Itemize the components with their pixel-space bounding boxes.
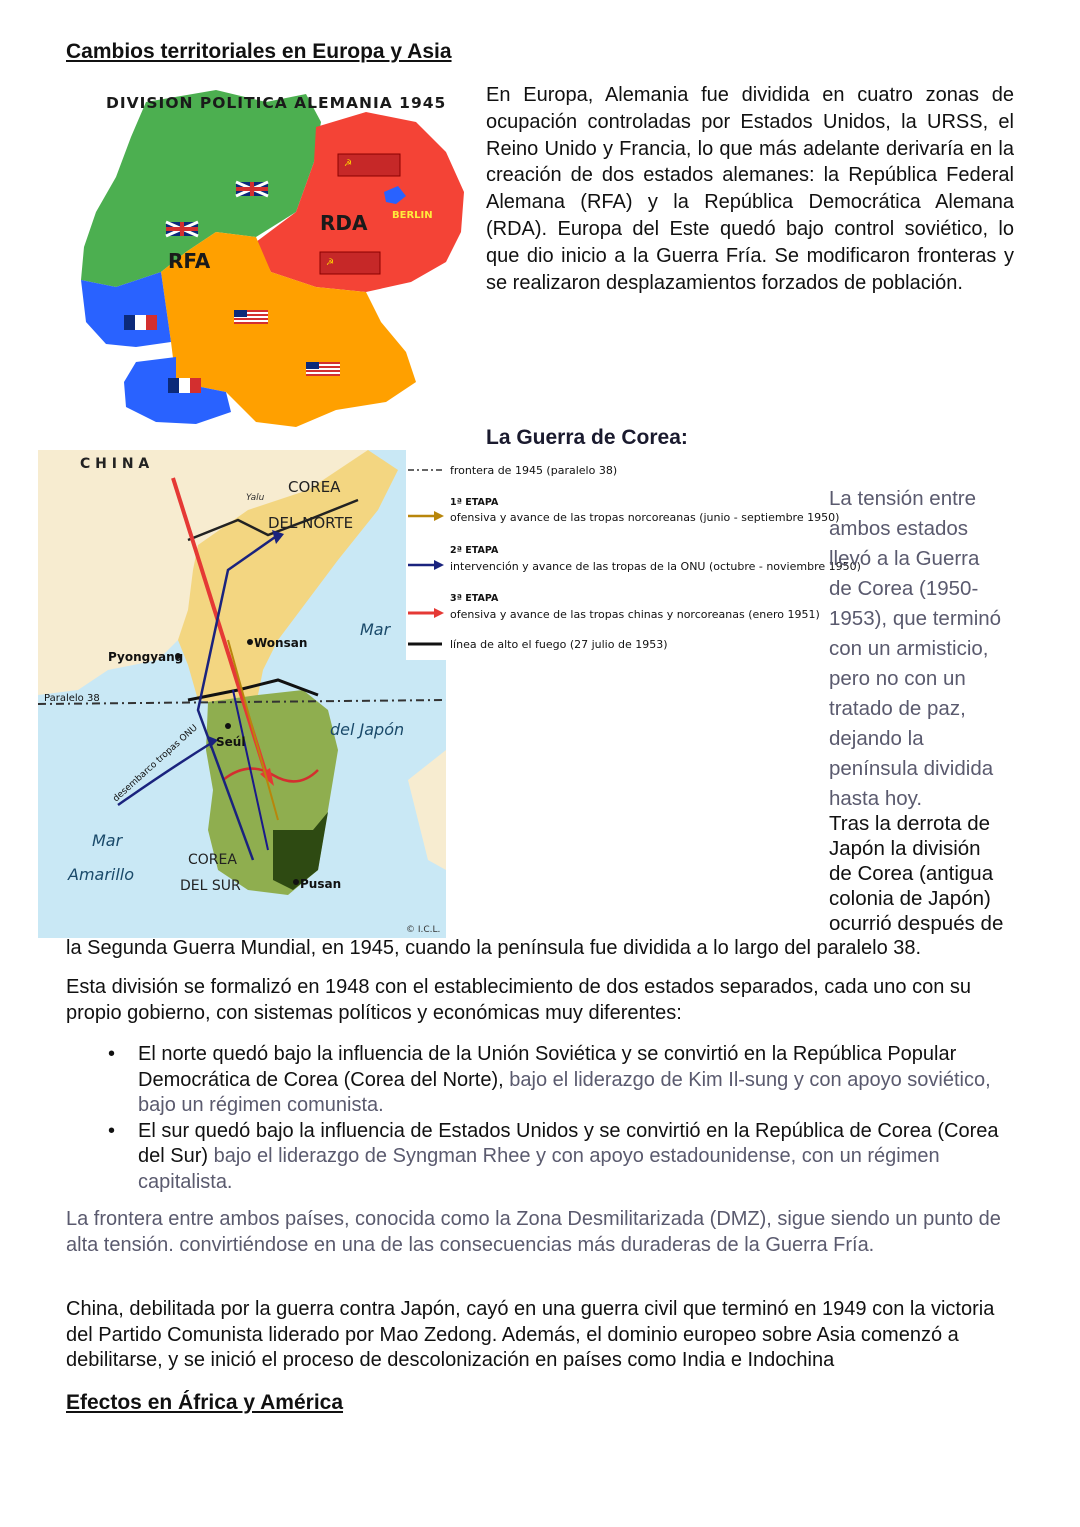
map-label-south-1: COREA [188, 852, 237, 868]
germany-paragraph: En Europa, Alemania fue dividida en cuatro zonas de ocupación controladas por Estados Unidos, la URSS, el Reino Unido y Francia, lo que más adelante derivaría en la creación de dos estados alemanes: la República Federal Alemana (RFA) y la República Democrática Alemana (RDA). Europa del Este quedó bajo control soviético, lo que dio inicio a la Guerra Fría. Se modificaron fronteras y se realizaron desplazamientos forzados de población. [486, 84, 1014, 294]
side-line: con un armisticio, [829, 637, 989, 660]
list-item [66, 1119, 1016, 1196]
map-label-south-2: DEL SUR [180, 878, 241, 894]
korea-side-text-gray [829, 484, 1029, 814]
map-label-mar-japon-1: Mar [360, 620, 391, 639]
uk-flag-icon [236, 182, 268, 196]
germany-map-title: DIVISION POLITICA ALEMANIA 1945 [106, 94, 447, 112]
ussr-flag-icon [338, 154, 400, 176]
side-line: Japón la división [829, 837, 981, 860]
side-line: La tensión entre [829, 487, 977, 510]
side-line: dejando la [829, 727, 924, 750]
china-paragraph: China, debilitada por la guerra contra Japón, cayó en una guerra civil que terminó en 1949 con la victoria del Partido Comunista liderado por Mao Zedong. Además, el dominio europeo sobre Asia comenzó a debilitarse, y se inició el proceso de descolonización en países como India e Indochina [66, 1298, 995, 1371]
legend-item-frontera: frontera de 1945 (paralelo 38) [450, 464, 618, 477]
dmz-paragraph: La frontera entre ambos países, conocida como la Zona Desmilitarizada (DMZ), sigue siendo un punto de alta tensión. convirtiéndose en una de las consecuencias más duraderas de la Guerra Fría. [66, 1208, 1001, 1256]
map-label-mar-amarillo-2: Amarillo [68, 865, 135, 884]
bullet-text-detail: bajo el liderazgo de Syngman Rhee y con apoyo estadounidense, con un régimen capitalista. [138, 1145, 940, 1193]
svg-text:☭: ☭ [344, 158, 353, 168]
bullet-text-main: El norte quedó bajo la influencia de la Unión Soviética y se convirtió en la República Popular Democrática de Corea (Corea del Norte), [138, 1043, 957, 1091]
korea-division-paragraph: Esta división se formalizó en 1948 con el establecimiento de dos estados separados, cada uno con su propio gobierno, con sistemas políticos y económicas muy diferentes: [66, 976, 971, 1024]
map-label-yalu: Yalu [246, 493, 265, 503]
legend-etapa-1-title: 1ª ETAPA [450, 497, 499, 508]
side-line: ocurrió después de [829, 912, 1004, 935]
side-line: colonia de Japón) [829, 887, 991, 910]
section-title-europa-asia: Cambios territoriales en Europa y Asia [66, 40, 452, 63]
label-berlin: BERLIN [392, 210, 433, 221]
france-flag-icon [168, 378, 201, 393]
legend-etapa-3-title: 3ª ETAPA [450, 593, 499, 604]
map-label-north-2: DEL NORTE [268, 514, 354, 532]
legend-etapa-3-text: ofensiva y avance de las tropas chinas y norcoreanas (enero 1951) [450, 608, 820, 621]
map-label-pusan: Pusan [300, 877, 342, 891]
side-line: de Corea (antigua [829, 862, 994, 885]
side-line: de Corea (1950- [829, 577, 979, 600]
legend-etapa-1-text: ofensiva y avance de las tropas norcoreanas (junio - septiembre 1950) [450, 511, 840, 524]
korea-map-legend [406, 450, 861, 660]
legend-item-alto-fuego: línea de alto el fuego (27 julio de 1953) [450, 638, 668, 651]
korea-bullet-list [66, 1042, 1016, 1195]
bullet-icon: • [108, 1043, 116, 1065]
germany-division-map [76, 82, 468, 432]
side-line: llevó a la Guerra [829, 547, 980, 570]
side-line: península dividida [829, 757, 994, 780]
bullet-text-main: El sur quedó bajo la influencia de Estados Unidos y se convirtió en la República de Corea (Corea del Sur) [138, 1119, 999, 1167]
svg-text:☭: ☭ [326, 257, 335, 267]
side-line: Tras la derrota de [829, 812, 991, 835]
map-label-paralelo: Paralelo 38 [44, 693, 100, 704]
map-label-mar-amarillo-1: Mar [92, 831, 123, 850]
map-label-desembarco: desembarco tropas ONU [111, 723, 200, 805]
uk-flag-icon [166, 222, 198, 236]
korea-continuation-text: la Segunda Guerra Mundial, en 1945, cuando la península fue dividida a lo largo del paralelo 38. [66, 937, 922, 959]
map-label-pyongyang: Pyongyang [108, 650, 184, 664]
list-item [66, 1042, 1016, 1119]
legend-etapa-2-text: intervención y avance de las tropas de la ONU (octubre - noviembre 1950) [450, 560, 861, 573]
legend-etapa-2-title: 2ª ETAPA [450, 545, 499, 556]
label-rda: RDA [320, 211, 368, 235]
side-line: tratado de paz, [829, 697, 966, 720]
bullet-icon: • [108, 1119, 116, 1142]
korea-subtitle: La Guerra de Corea: [486, 426, 688, 449]
france-flag-icon [124, 315, 157, 330]
map-credit: © I.C.L. [406, 925, 441, 935]
section-title-africa-america: Efectos en África y América [66, 1391, 344, 1414]
ussr-flag-icon [320, 252, 380, 274]
usa-flag-icon [234, 310, 268, 324]
bullet-text-detail: bajo el liderazgo de Kim Il-sung y con apoyo soviético, bajo un régimen comunista. [138, 1068, 991, 1116]
label-rfa: RFA [168, 249, 211, 273]
side-line: pero no con un [829, 667, 966, 690]
map-label-mar-japon-2: del Japón [330, 720, 405, 739]
usa-flag-icon [306, 362, 340, 376]
korea-side-text-black [829, 811, 1029, 936]
map-label-wonsan: Wonsan [254, 636, 308, 650]
map-label-seul: Seúl [216, 735, 246, 749]
side-line: ambos estados [829, 517, 969, 540]
side-line: 1953), que terminó [829, 607, 1002, 630]
map-label-china: C H I N A [80, 456, 150, 472]
side-line: hasta hoy. [829, 787, 923, 810]
korea-war-map [38, 450, 446, 938]
map-label-north-1: COREA [288, 478, 341, 496]
